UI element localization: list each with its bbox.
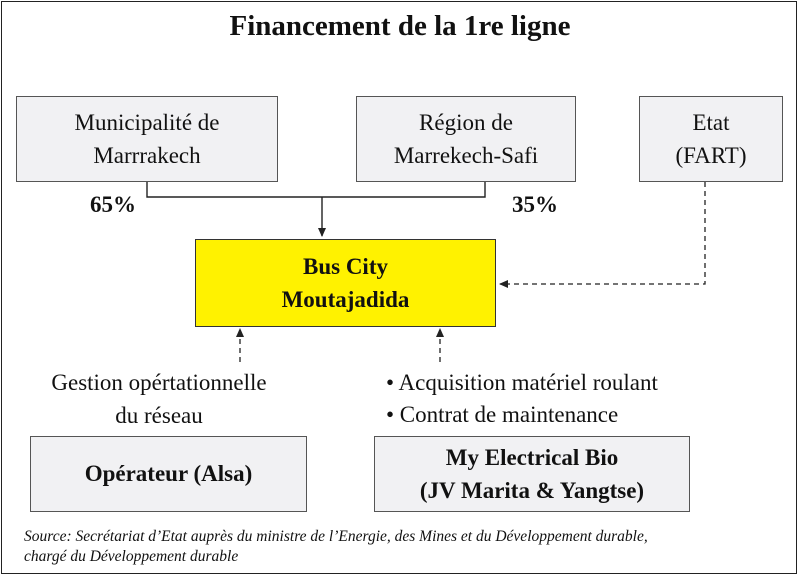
etat-label: Etat (FART) <box>675 109 747 168</box>
region-share: 35% <box>512 192 558 217</box>
operator-label: Opérateur (Alsa) <box>84 461 253 487</box>
operator-box <box>30 436 307 512</box>
source-note: Source: Secrétariat d’Etat auprès du ministre de l’Energie, des Mines et du Développement durable, chargé du Développement durable <box>24 528 648 566</box>
supplier-role-2: • Contrat de maintenance <box>386 402 619 427</box>
municipalite-box <box>16 96 278 182</box>
etat-box <box>639 96 783 182</box>
region-label: Région de Marrekech-Safi <box>393 109 539 168</box>
bus-city-box <box>195 239 496 327</box>
diagram-title: Financement de la 1re ligne <box>229 10 571 42</box>
municipalite-share: 65% <box>90 192 136 217</box>
supplier-label: My Electrical Bio (JV Marita & Yangtse) <box>419 444 645 503</box>
operator-role-text: Gestion opértationnelle du réseau <box>51 370 267 429</box>
municipalite-label: Municipalité de Marrrakech <box>74 109 220 168</box>
supplier-role-1: • Acquisition matériel roulant <box>386 370 658 395</box>
region-box <box>356 96 576 182</box>
bus-city-label: Bus City Moutajadida <box>281 253 410 312</box>
supplier-box <box>374 436 690 512</box>
